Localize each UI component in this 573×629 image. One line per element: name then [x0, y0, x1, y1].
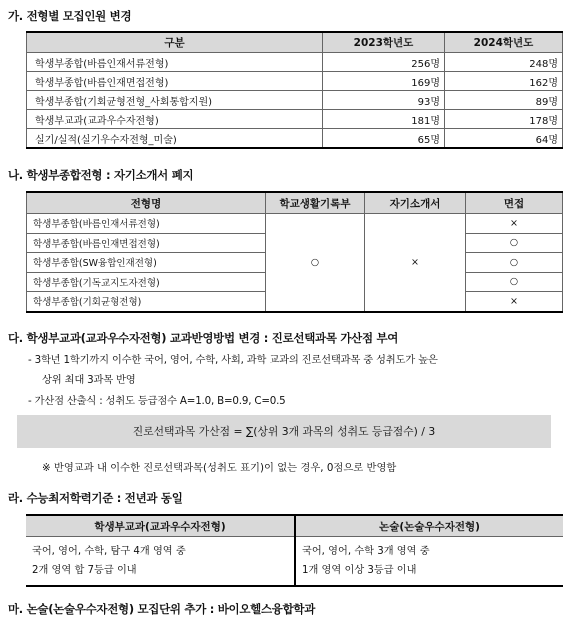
bullet-subjects: - 3학년 1학기까지 이수한 국어, 영어, 수학, 사회, 과학 교과의 진로선택과목 중 성취도가 높은: [28, 354, 438, 366]
count-2024-cell: 64명: [445, 129, 563, 149]
criteria-line: 2개 영역 합 7등급 이내: [32, 565, 137, 576]
interview-mark: ○: [466, 233, 563, 253]
col-header-interview: 면접: [466, 192, 563, 214]
count-2023-cell: 65명: [323, 129, 445, 149]
admission-type-cell: 학생부종합(바름인재면접전형): [27, 233, 266, 253]
col-header-subject-excellence: 학생부교과(교과우수자전형): [26, 515, 295, 537]
admission-type-cell: 학생부종합(바름인재서류전형): [27, 214, 266, 234]
bonus-formula-box: 진로선택과목 가산점 = ∑(상위 3개 과목의 성취도 등급점수) / 3: [17, 415, 551, 448]
table-header-row: [26, 515, 563, 537]
count-2024-cell: 178명: [445, 110, 563, 129]
col-header-school-record: 학교생활기록부: [266, 192, 365, 214]
table-row: [27, 72, 563, 91]
table-row: [27, 53, 563, 72]
school-record-mark: ○: [266, 214, 365, 312]
table-header-row: [27, 32, 563, 53]
section-title-ga: 가. 전형별 모집인원 변경: [8, 9, 132, 23]
count-2023-cell: 256명: [323, 53, 445, 72]
admission-type-cell: 학생부종합(바름인재면접전형): [27, 72, 323, 91]
admission-type-cell: 학생부교과(교과우수자전형): [27, 110, 323, 129]
col-header-category: 구분: [27, 32, 323, 53]
admission-type-cell: 학생부종합(기회균형전형_사회통합지원): [27, 91, 323, 110]
section-title-ma: 마. 논술(논술우수자전형) 모집단위 추가 : 바이오헬스융합학과: [8, 602, 316, 616]
col-header-self-intro: 자기소개서: [365, 192, 466, 214]
table-row: [26, 537, 563, 587]
recruitment-table: [26, 31, 563, 149]
count-2024-cell: 89명: [445, 91, 563, 110]
count-2024-cell: 248명: [445, 53, 563, 72]
bullet-formula: - 가산점 산출식 : 성취도 등급점수 A=1.0, B=0.9, C=0.5: [28, 395, 286, 407]
table-row: [27, 129, 563, 149]
count-2023-cell: 181명: [323, 110, 445, 129]
criteria-subject-excellence: [26, 537, 295, 587]
criteria-line: 국어, 영어, 수학, 탐구 4개 영역 중: [32, 546, 186, 557]
table-header-row: [27, 192, 563, 214]
section-title-ra: 라. 수능최저학력기준 : 전년과 동일: [8, 491, 183, 505]
col-header-essay-excellence: 논술(논술우수자전형): [295, 515, 563, 537]
col-header-2023: 2023학년도: [323, 32, 445, 53]
count-2023-cell: 169명: [323, 72, 445, 91]
admission-type-cell: 학생부종합(SW융합인재전형): [27, 253, 266, 273]
section-title-da: 다. 학생부교과(교과우수자전형) 교과반영방법 변경 : 진로선택과목 가산점 부여: [8, 331, 399, 345]
note-text: ※ 반영교과 내 이수한 진로선택과목(성취도 표기)이 없는 경우, 0점으로 반영함: [42, 462, 397, 474]
table-row: [27, 110, 563, 129]
interview-mark: ○: [466, 253, 563, 273]
admission-type-cell: 학생부종합(기독교지도자전형): [27, 272, 266, 292]
interview-mark: ×: [466, 214, 563, 234]
criteria-line: 국어, 영어, 수학 3개 영역 중: [302, 546, 430, 557]
col-header-2024: 2024학년도: [445, 32, 563, 53]
col-header-admission-type: 전형명: [27, 192, 266, 214]
csat-minimum-table: [26, 514, 563, 587]
self-intro-mark: ×: [365, 214, 466, 312]
bullet-subjects-cont: 상위 최대 3과목 반영: [42, 374, 136, 386]
table-row: [27, 91, 563, 110]
criteria-line: 1개 영역 이상 3등급 이내: [302, 565, 417, 576]
count-2023-cell: 93명: [323, 91, 445, 110]
criteria-essay-excellence: [295, 537, 563, 587]
table-row: [27, 214, 563, 234]
interview-mark: ○: [466, 272, 563, 292]
count-2024-cell: 162명: [445, 72, 563, 91]
interview-mark: ×: [466, 292, 563, 312]
admission-type-cell: 학생부종합(기회균형전형): [27, 292, 266, 312]
essay-table: [26, 191, 563, 313]
admission-type-cell: 실기/실적(실기우수자전형_미술): [27, 129, 323, 149]
section-title-na: 나. 학생부종합전형 : 자기소개서 폐지: [8, 168, 194, 182]
admission-type-cell: 학생부종합(바름인재서류전형): [27, 53, 323, 72]
